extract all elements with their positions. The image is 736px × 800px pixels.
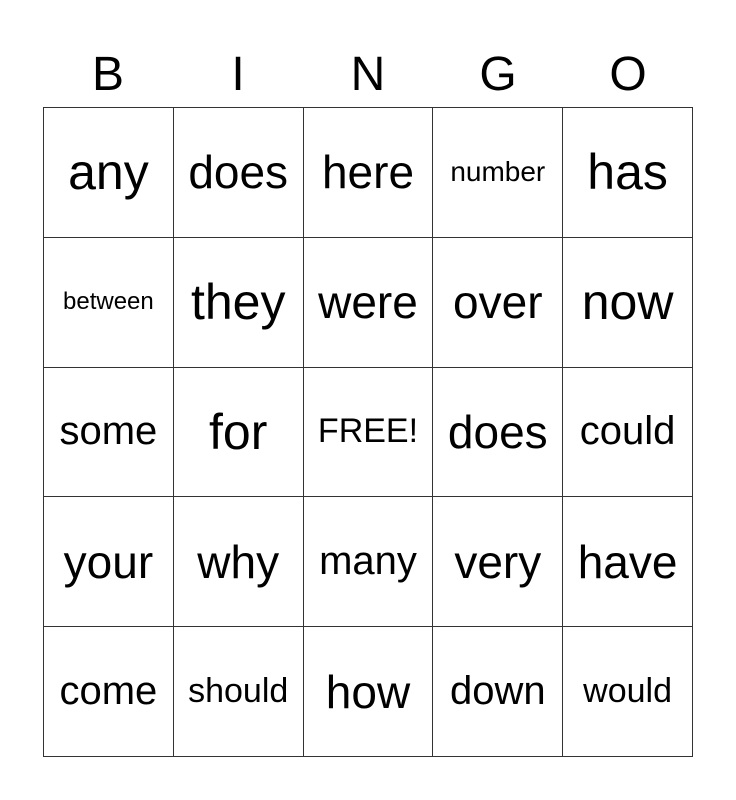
bingo-cell: between (44, 238, 174, 368)
header-letter-i: I (231, 48, 245, 101)
bingo-cell: how (304, 627, 434, 757)
bingo-cell: have (563, 497, 693, 627)
bingo-cell: for (174, 368, 304, 498)
header-letter-n: N (350, 48, 386, 101)
header-letter-o: O (609, 48, 647, 101)
bingo-cell: very (433, 497, 563, 627)
bingo-cell: any (44, 108, 174, 238)
bingo-cell: does (433, 368, 563, 498)
bingo-cell: some (44, 368, 174, 498)
bingo-cell: here (304, 108, 434, 238)
bingo-cell: they (174, 238, 304, 368)
bingo-cell: would (563, 627, 693, 757)
header-letter-g: G (479, 48, 517, 101)
free-space: FREE! (304, 368, 434, 498)
bingo-cell: has (563, 108, 693, 238)
bingo-cell: number (433, 108, 563, 238)
bingo-cell: many (304, 497, 434, 627)
bingo-cell: were (304, 238, 434, 368)
bingo-cell: come (44, 627, 174, 757)
header-letter-b: B (91, 48, 124, 101)
bingo-cell: your (44, 497, 174, 627)
bingo-cell: does (174, 108, 304, 238)
bingo-cell: should (174, 627, 304, 757)
bingo-cell: now (563, 238, 693, 368)
bingo-cell: down (433, 627, 563, 757)
bingo-board (43, 107, 693, 757)
bingo-cell: could (563, 368, 693, 498)
bingo-header (43, 46, 693, 104)
bingo-cell: why (174, 497, 304, 627)
bingo-cell: over (433, 238, 563, 368)
